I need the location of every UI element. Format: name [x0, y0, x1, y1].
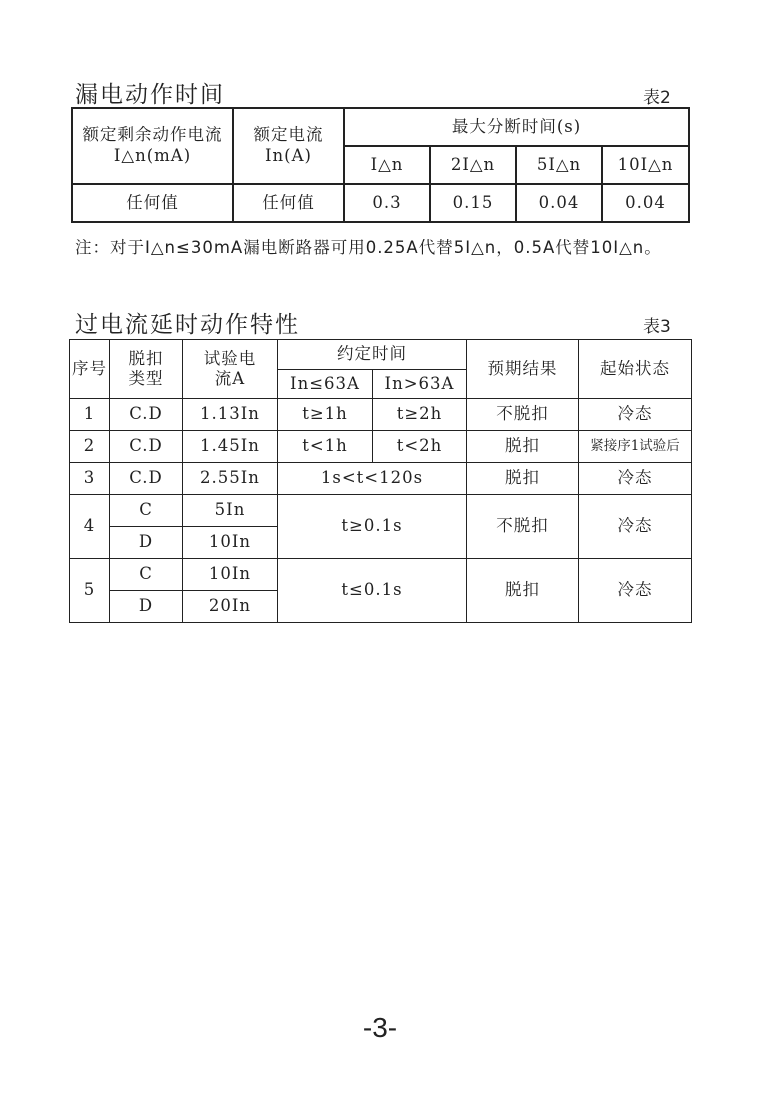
overcurrent-delay-table: [69, 339, 692, 623]
row-seq: 5: [70, 559, 110, 623]
row-trip-type: C: [110, 495, 183, 527]
row-seq: 3: [70, 463, 110, 495]
page-number: -3-: [362, 1012, 398, 1043]
row-test-current: 1.13In: [183, 399, 278, 431]
table-cell: 0.3: [344, 184, 430, 222]
header-in-gt-63a: In>63A: [373, 370, 467, 399]
row-result: 脱扣: [467, 463, 579, 495]
table-cell: 0.15: [430, 184, 516, 222]
row-trip-type: C: [110, 559, 183, 591]
row-time-gt63: t<2h: [373, 431, 467, 463]
row-time-le63: t≥1h: [278, 399, 373, 431]
header-max-break-time: 最大分断时间(s): [344, 108, 689, 146]
row-trip-type: C.D: [110, 463, 183, 495]
row-state: 紧接序1试验后: [579, 431, 692, 463]
row-result: 脱扣: [467, 431, 579, 463]
row-time: 1s<t<120s: [278, 463, 467, 495]
header-multiple: 2I△n: [430, 146, 516, 184]
row-state: 冷态: [579, 495, 692, 559]
row-result: 脱扣: [467, 559, 579, 623]
table-cell: 任何值: [233, 184, 344, 222]
row-seq: 4: [70, 495, 110, 559]
row-test-current: 20In: [183, 591, 278, 623]
header-multiple: 5I△n: [516, 146, 602, 184]
row-result: 不脱扣: [467, 495, 579, 559]
header-agreed-time: 约定时间: [278, 340, 467, 370]
header-residual-current: 额定剩余动作电流I△n(mA): [72, 108, 233, 184]
table2-title: 漏电动作时间: [75, 82, 225, 108]
row-time: t≤0.1s: [278, 559, 467, 623]
row-time-le63: t<1h: [278, 431, 373, 463]
table-cell: 0.04: [516, 184, 602, 222]
table3-title: 过电流延时动作特性: [75, 312, 300, 338]
table2-note: 注：对于I△n≤30mA漏电断路器可用0.25A代替5I△n，0.5A代替10I△n。: [75, 238, 662, 257]
row-state: 冷态: [579, 463, 692, 495]
row-test-current: 2.55In: [183, 463, 278, 495]
row-test-current: 1.45In: [183, 431, 278, 463]
header-initial-state: 起始状态: [579, 340, 692, 399]
header-multiple: I△n: [344, 146, 430, 184]
row-state: 冷态: [579, 399, 692, 431]
row-test-current: 10In: [183, 527, 278, 559]
row-trip-type: D: [110, 591, 183, 623]
leakage-action-time-table: [71, 107, 690, 223]
row-seq: 2: [70, 431, 110, 463]
header-test-current: 试验电流A: [183, 340, 278, 399]
header-trip-type: 脱扣类型: [110, 340, 183, 399]
header-in-le-63a: In≤63A: [278, 370, 373, 399]
row-result: 不脱扣: [467, 399, 579, 431]
row-test-current: 10In: [183, 559, 278, 591]
row-seq: 1: [70, 399, 110, 431]
table2-number: 表2: [643, 88, 671, 108]
row-trip-type: C.D: [110, 399, 183, 431]
table3-number: 表3: [643, 317, 671, 337]
header-seq: 序号: [70, 340, 110, 399]
row-state: 冷态: [579, 559, 692, 623]
row-trip-type: D: [110, 527, 183, 559]
row-trip-type: C.D: [110, 431, 183, 463]
header-expected-result: 预期结果: [467, 340, 579, 399]
header-multiple: 10I△n: [602, 146, 689, 184]
row-test-current: 5In: [183, 495, 278, 527]
table-cell: 任何值: [72, 184, 233, 222]
header-rated-current: 额定电流In(A): [233, 108, 344, 184]
row-time: t≥0.1s: [278, 495, 467, 559]
row-time-gt63: t≥2h: [373, 399, 467, 431]
table-cell: 0.04: [602, 184, 689, 222]
